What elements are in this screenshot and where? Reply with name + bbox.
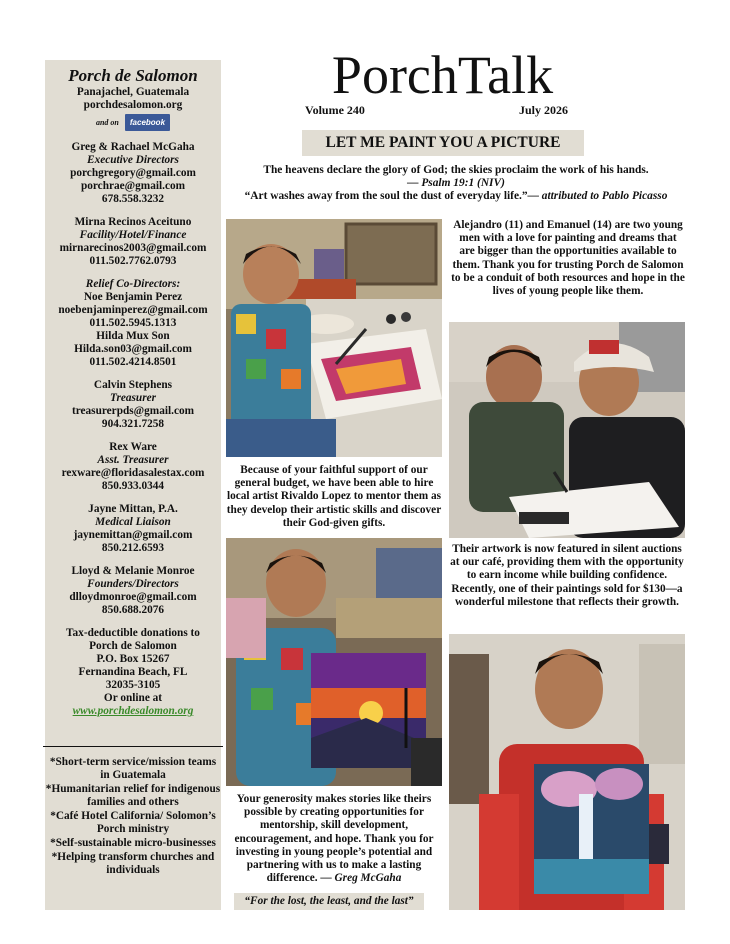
contact-block-relief [45, 278, 221, 369]
photo-waterfall-painting [449, 634, 685, 910]
opening-quotes [228, 164, 684, 203]
contact-names: Mirna Recinos Aceituno [74, 216, 192, 228]
picasso-quote-line [228, 190, 684, 203]
contact-names: Hilda Mux Son [96, 330, 170, 342]
contact-role: Founders/Directors [87, 578, 179, 590]
contact-names: Jayne Mittan, P.A. [88, 503, 178, 515]
contact-email[interactable]: dlloydmonroe@gmail.com [69, 591, 197, 603]
donation-link[interactable]: www.porchdesalomon.org [72, 705, 194, 717]
org-website[interactable]: porchdesalomon.org [83, 99, 183, 111]
contact-email[interactable]: jaynemittan@gmail.com [73, 529, 193, 541]
ministry-item: *Café Hotel California/ Solomon’s Porch ministry [50, 810, 216, 835]
ministry-list [45, 756, 221, 878]
org-location: Panajachel, Guatemala [76, 86, 190, 98]
contact-email[interactable]: Hilda.son03@gmail.com [74, 343, 192, 355]
contact-names: Calvin Stephens [93, 379, 173, 391]
scripture-attribution: — Psalm 19:1 (NIV) [407, 177, 505, 189]
contact-block-ware [45, 441, 221, 493]
contact-email[interactable]: porchrae@gmail.com [80, 180, 186, 192]
sidebar-divider [43, 746, 223, 747]
contact-phone: 904.321.7258 [101, 418, 165, 430]
contact-email[interactable]: porchgregory@gmail.com [70, 167, 196, 179]
closing-paragraph [226, 793, 442, 885]
ministry-item: *Humanitarian relief for indigenous families and others [45, 783, 221, 808]
photo-sunset-painting [226, 538, 442, 786]
donation-line: Fernandina Beach, FL [78, 666, 188, 678]
donation-line: Porch de Salomon [89, 640, 177, 652]
contact-names: Noe Benjamin Perez [83, 291, 183, 303]
contact-email[interactable]: treasurerpds@gmail.com [71, 405, 195, 417]
article-headline: LET ME PAINT YOU A PICTURE [302, 130, 584, 156]
donation-line: P.O. Box 15267 [96, 653, 170, 665]
contact-phone: 850.212.6593 [101, 542, 165, 554]
contact-phone: 850.933.0344 [101, 480, 165, 492]
contact-role: Relief Co-Directors: [85, 278, 181, 290]
contact-phone: 678.558.3232 [101, 193, 165, 205]
contact-phone: 850.688.2076 [101, 604, 165, 616]
mentor-paragraph: Because of your faithful support of our general budget, we have been able to hire local artist Rivaldo Lopez to mentor them as they develop their artistic skills and discover their God-given gifts. [226, 464, 442, 529]
contact-names: Greg & Rachael McGaha [71, 141, 195, 153]
ministry-item: *Self-sustainable micro-businesses [50, 837, 216, 849]
donation-line: 32035-3105 [105, 679, 161, 691]
donation-line: Or online at [103, 692, 163, 704]
contact-role: Asst. Treasurer [97, 454, 169, 466]
volume-number: Volume 240 [305, 103, 365, 117]
ministry-tagline: “For the lost, the least, and the last” [234, 893, 424, 910]
picasso-quote: “Art washes away from the soul the dust of everyday life.”— [244, 190, 542, 202]
scripture-quote: The heavens declare the glory of God; the skies proclaim the work of his hands. [263, 164, 649, 176]
photo-mentor-session [449, 322, 685, 538]
donation-line: Tax-deductible donations to [66, 627, 200, 639]
contact-block-recinos [45, 216, 221, 268]
contact-role: Medical Liaison [95, 516, 171, 528]
newsletter-title: PorchTalk [331, 45, 554, 105]
contact-role: Facility/Hotel/Finance [79, 229, 187, 241]
contact-email[interactable]: mirnarecinos2003@gmail.com [59, 242, 207, 254]
contact-email[interactable]: noebenjaminperez@gmail.com [58, 304, 208, 316]
social-line [96, 114, 170, 131]
contact-role: Executive Directors [87, 154, 179, 166]
contact-role: Treasurer [109, 392, 157, 404]
contact-phone: 011.502.7762.0793 [89, 255, 177, 267]
contact-names: Rex Ware [109, 441, 157, 453]
picasso-attribution: attributed to Pablo Picasso [541, 190, 668, 202]
contact-phone: 011.502.5945.1313 [89, 317, 177, 329]
ministry-item: *Short-term service/mission teams in Guatemala [49, 756, 217, 781]
contact-block-monroe [45, 565, 221, 617]
contact-block-mcgaha [45, 141, 221, 206]
auction-paragraph: Their artwork is now featured in silent auctions at our café, providing them with the opportunity to earn income while building confidence. Recently, one of their paintings sold for $130—a wonderful milestone that reflects their growth. [450, 543, 684, 608]
story-intro-paragraph: Alejandro (11) and Emanuel (14) are two young men with a love for painting and dreams that are bigger than the opportunities available to them. Thank you for trusting Porch de Salomon to be a conduit of both resources and hope in the lives of young people like them. [451, 219, 685, 298]
contact-sidebar [45, 60, 221, 910]
ministry-item: *Helping transform churches and individuals [51, 851, 215, 876]
contact-block-mittan [45, 503, 221, 555]
and-on-text: and on [95, 118, 119, 127]
contact-block-stephens [45, 379, 221, 431]
org-name: Porch de Salomon [68, 66, 198, 85]
contact-phone: 011.502.4214.8501 [89, 356, 177, 368]
contact-email[interactable]: rexware@floridasalestax.com [61, 467, 205, 479]
contact-names: Lloyd & Melanie Monroe [71, 565, 195, 577]
donation-info [45, 627, 221, 718]
closing-author: Greg McGaha [334, 872, 402, 885]
photo-boy-painting [226, 219, 442, 457]
facebook-icon[interactable]: facebook [125, 114, 170, 131]
issue-date: July 2026 [519, 103, 569, 117]
closing-text: Your generosity makes stories like theirs possible by creating opportunities for mentorship, skill development, encouragement, and hope. Thank you for investing in young people’s potential and partnering with us to make a lasting difference. — [234, 793, 434, 885]
